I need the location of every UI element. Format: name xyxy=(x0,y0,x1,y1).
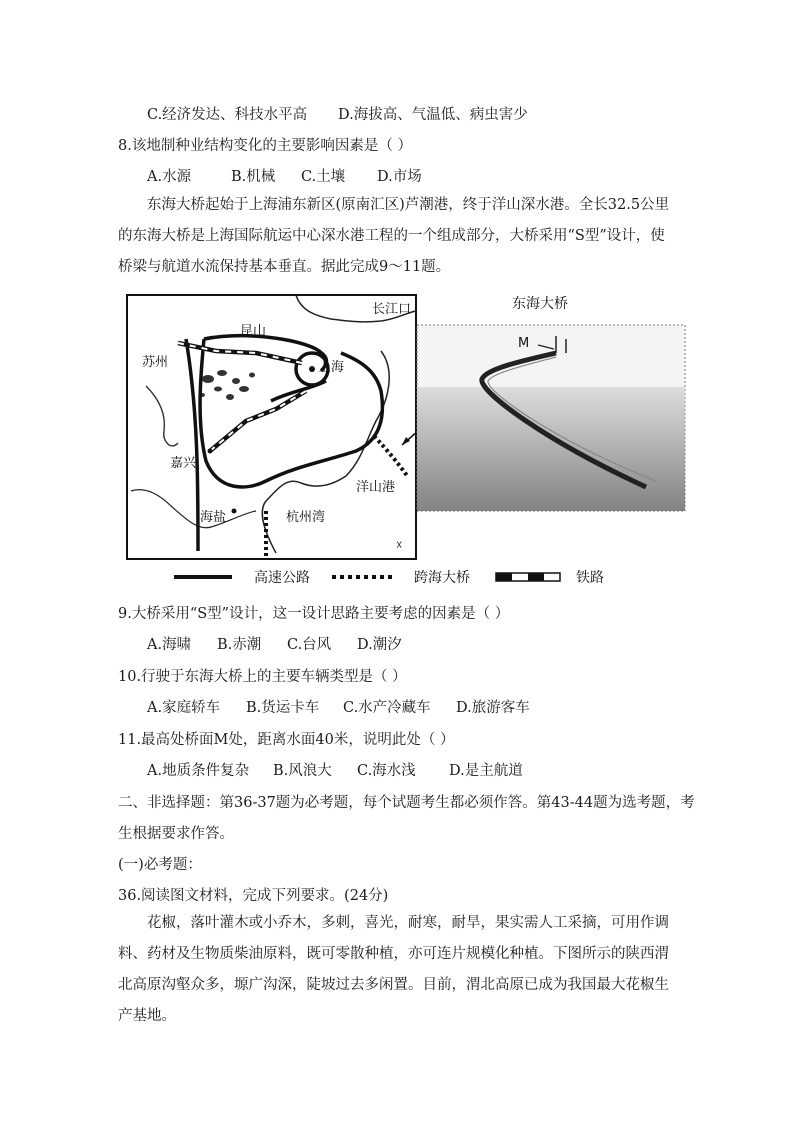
q11-option-b: B.风浪大 xyxy=(273,763,332,779)
legend xyxy=(174,569,604,586)
photo-title: 东海大桥 xyxy=(512,296,568,312)
q8-option-a: A.水源 xyxy=(147,169,192,185)
section2-heading-line1: 二、非选择题：第36-37题为必考题，每个试题考生都必须作答。第43-44题为选考题，考 xyxy=(118,795,695,811)
q10-option-b: B.货运卡车 xyxy=(246,700,320,716)
shanghai-marker xyxy=(309,366,315,372)
q7-option-c: C.经济发达、科技水平高 xyxy=(147,107,308,123)
q8-option-b: B.机械 xyxy=(231,169,276,185)
q10-option-a: A.家庭轿车 xyxy=(147,700,221,716)
photo-marker-m: M xyxy=(518,336,530,351)
q11-option-a: A.地质条件复杂 xyxy=(147,763,250,779)
label-hangzhouwan: 杭州湾 xyxy=(286,510,326,525)
q9-option-d: D.潮汐 xyxy=(357,637,402,653)
legend-sea-bridge-label: 跨海大桥 xyxy=(414,570,470,586)
compass-icon: ☓ xyxy=(396,538,403,552)
label-haiyan: 海盐 xyxy=(200,510,227,525)
label-shanghai: 上海 xyxy=(318,360,345,375)
q7-option-d: D.海拔高、气温低、病虫害少 xyxy=(338,107,528,123)
q10-options xyxy=(147,696,530,717)
q10-stem: 10.行驶于东海大桥上的主要车辆类型是（ ） xyxy=(118,669,407,685)
legend-railway-label: 铁路 xyxy=(576,570,604,586)
q8-stem: 8.该地制种业结构变化的主要影响因素是（ ） xyxy=(118,138,412,154)
q8-option-c: C.土壤 xyxy=(301,169,346,185)
q10-option-c: C.水产冷藏车 xyxy=(343,700,431,716)
q11-options xyxy=(147,759,523,780)
q9-option-a: A.海啸 xyxy=(147,637,192,653)
jiaxing-marker xyxy=(208,449,213,454)
required-heading: (一)必考题： xyxy=(118,857,202,873)
q10-option-d: D.旅游客车 xyxy=(456,700,530,716)
q8-option-d: D.市场 xyxy=(377,169,422,185)
q36-stem: 36.阅读图文材料，完成下列要求。(24分) xyxy=(118,888,389,904)
map-figure xyxy=(126,291,688,591)
q8-options xyxy=(147,165,422,186)
q9-stem: 9.大桥采用“S型”设计，这一设计思路主要考虑的因素是（ ） xyxy=(118,606,510,622)
section2-heading-line2: 生根据要求作答。 xyxy=(118,826,234,842)
label-kunshan: 昆山 xyxy=(240,324,267,339)
q9-options xyxy=(147,633,402,654)
label-suzhou: 苏州 xyxy=(142,355,169,370)
label-jiaxing: 嘉兴 xyxy=(170,456,197,471)
q36-passage: 花椒，落叶灌木或小乔木，多刺，喜光，耐寒，耐旱，果实需人工采摘，可用作调料、药材及生物质柴油原料，既可零散种植，亦可连片规模化种植。下图所示的陕西渭北高原沟壑众多，塬广沟深，陡坡过去多闲置。目前，渭北高原已成为我国最大花椒生产基地。 xyxy=(118,915,669,1024)
q11-stem: 11.最高处桥面M处，距离水面40米，说明此处（ ） xyxy=(118,732,455,748)
q9-option-c: C.台风 xyxy=(287,637,332,653)
label-changjiangkou: 长江口 xyxy=(372,302,412,317)
q11-option-c: C.海水浅 xyxy=(357,763,416,779)
bridge-passage: 东海大桥起始于上海浦东新区(原南汇区)芦潮港，终于洋山深水港。全长32.5公里的东海大桥是上海国际航运中心深水港工程的一个组成部分，大桥采用“S型”设计，使桥梁与航道水流保持基本垂直。据此完成9～11题。 xyxy=(118,197,670,275)
legend-highway-label: 高速公路 xyxy=(254,570,310,586)
bridge-photo xyxy=(417,295,685,511)
label-yangshangang: 洋山港 xyxy=(356,480,396,495)
haiyan-marker xyxy=(232,509,237,514)
q11-option-d: D.是主航道 xyxy=(449,763,523,779)
q9-option-b: B.赤潮 xyxy=(217,637,262,653)
q7-options xyxy=(147,103,528,124)
